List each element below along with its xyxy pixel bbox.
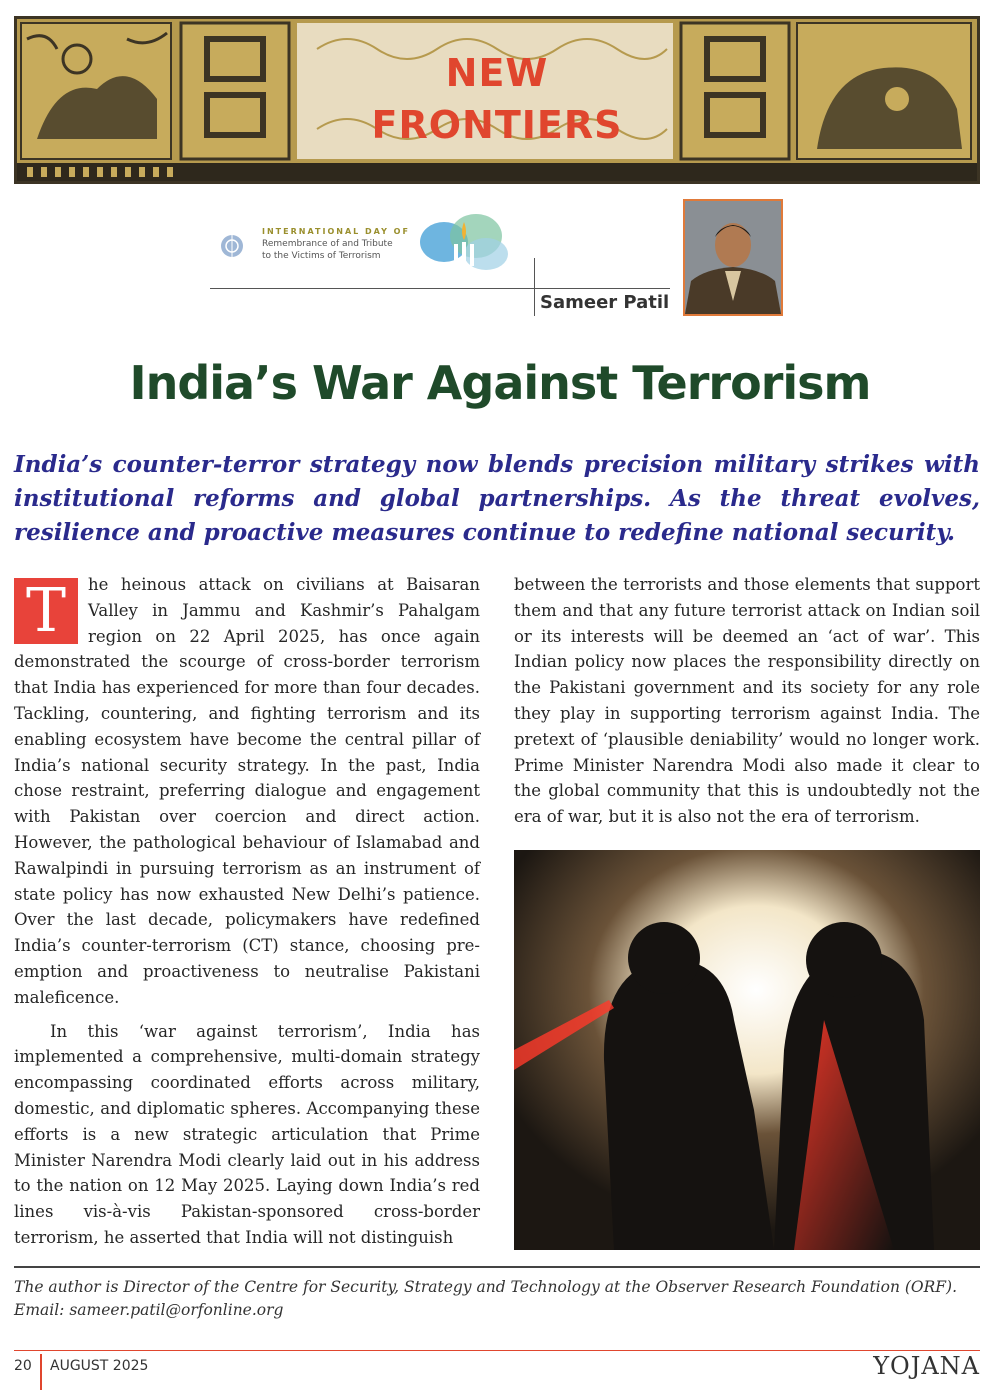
event-caption	[262, 226, 412, 262]
article-standfirst: India’s counter-terror strategy now blends precision military strikes with institutional reforms and global partnerships. As the threat evolves, resilience and proactive measures continue to redefine national security.	[14, 451, 980, 546]
author-name: Sameer Patil	[540, 292, 670, 313]
magazine-name: YOJANA	[873, 1352, 980, 1380]
un-emblem-icon	[220, 234, 244, 258]
paragraph-1-text: he heinous attack on civilians at Baisaran Valley in Jammu and Kashmir’s Pahalgam region on 22 April 2025, has once again demonstrated the scourge of cross-border terrorism that India has experienced for more than four decades. Tackling, countering, and fighting terrorism and its enabling ecosystem have become the central pillar of India’s national security strategy. In the past, India chose restraint, preferring dialogue and engagement with Pakistan over coercion and direct action. However, the pathological behaviour of Islamabad and Rawalpindi in pursuing terrorism as an instrument of state policy has now exhausted New Delhi’s patience. Over the last decade, policymakers have redefined India’s counter-terrorism (CT) stance, choosing pre-emption and proactiveness to neutralise Pakistani maleficence.	[14, 575, 480, 1007]
section-title-line2: FRONTIERS	[371, 103, 623, 147]
page-divider	[40, 1354, 42, 1390]
event-line-2: to the Victims of Terrorism	[262, 251, 381, 261]
article-paragraph-3: between the terrorists and those elements that support them and that any future terrorist attack on Indian soil or its interests will be deemed an ‘act of war’. This Indian policy now places the responsibility directly on the Pakistani government and its society for any role they play in supporting terrorism against India. The pretext of ‘plausible deniability’ would no longer work. Prime Minister Narendra Modi also made it clear to the global community that this is undoubtedly not the era of war, but it is also not the era of terrorism.	[514, 575, 980, 827]
article-paragraph-2: In this ‘war against terrorism’, India has implemented a comprehensive, multi-domain strategy encompassing coordinated efforts across military, domestic, and diplomatic spheres. Accompanying these efforts is a new strategic articulation that Prime Minister Narendra Modi clearly laid out in his address to the nation on 12 May 2025. Laying down India’s red lines vis-à-vis Pakistan-sponsored cross-border terrorism, he asserted that India will not distinguish	[14, 1021, 480, 1247]
section-title-line1: NEW	[445, 51, 549, 95]
author-note	[14, 1276, 980, 1322]
page-rule	[14, 1350, 980, 1351]
drop-cap: T	[14, 578, 78, 644]
author-note-bio: The author is Director of the Centre for Security, Strategy and Technology at the Observer Research Foundation (ORF).	[14, 1278, 958, 1296]
author-rule	[210, 288, 670, 289]
author-photo	[683, 199, 783, 316]
event-logo-icon	[414, 202, 518, 282]
article-paragraph-1	[14, 572, 480, 1011]
issue-date: AUGUST 2025	[50, 1358, 149, 1374]
article-column-right	[514, 572, 980, 838]
soldiers-photo	[514, 850, 980, 1250]
footer-rule	[14, 1266, 980, 1268]
event-kicker: INTERNATIONAL DAY OF	[262, 227, 410, 236]
event-line-1: Remembrance of and Tribute	[262, 239, 393, 249]
author-divider	[534, 258, 535, 316]
section-banner	[14, 16, 980, 184]
article-column-left	[14, 572, 480, 1259]
section-title	[317, 47, 677, 151]
author-note-email: Email: sameer.patil@orfonline.org	[14, 1301, 284, 1319]
article-headline: India’s War Against Terrorism	[129, 356, 871, 410]
page-number: 20	[14, 1358, 32, 1374]
